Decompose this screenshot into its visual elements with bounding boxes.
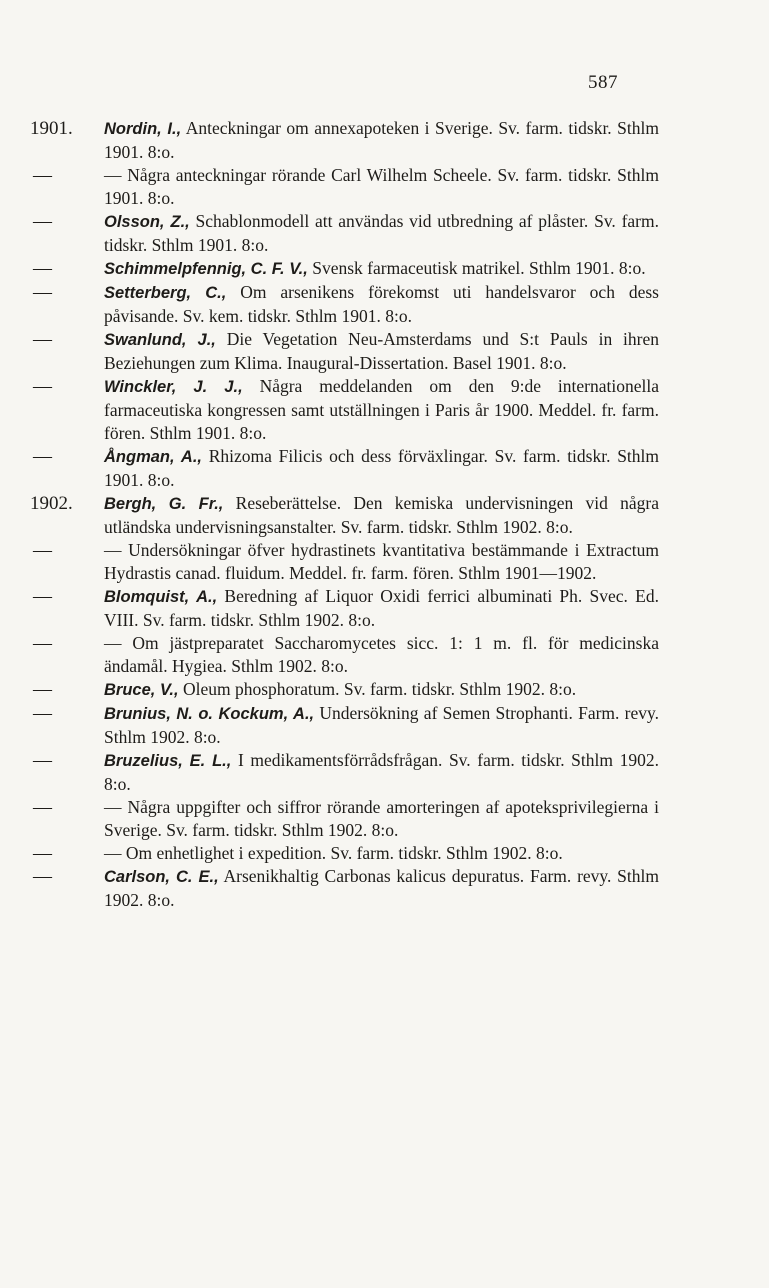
entry bbox=[0, 492, 769, 539]
entry-author: Winckler, J. J., bbox=[104, 378, 243, 396]
entry bbox=[0, 117, 769, 164]
entry-year: — bbox=[33, 165, 52, 186]
entry-author-ditto: — bbox=[104, 165, 122, 185]
entry-year: — bbox=[33, 703, 52, 724]
entry-author: Ångman, A., bbox=[104, 448, 202, 466]
entry bbox=[0, 842, 769, 865]
entry-year: — bbox=[33, 258, 52, 279]
entry-title: Reseberättelse. Den kemiska undervisningen vid några utländska undervisningsanstalter. Sv. farm. tidskr. Sthlm 1902. 8:o. bbox=[104, 493, 660, 537]
entry-year: — bbox=[33, 586, 52, 607]
entry-title: Några meddelanden om den 9:de internationella farmaceutiska kongressen samt utställningen i Paris år 1900. Meddel. fr. farm. fören. Sthlm 1901. 8:o. bbox=[104, 376, 660, 443]
entry-author: Blomquist, A., bbox=[104, 588, 218, 606]
entry bbox=[0, 210, 769, 257]
entry-author: Bruce, V., bbox=[104, 681, 179, 699]
entry-title: Om enhetlighet i expedition. Sv. farm. tidskr. Sthlm 1902. 8:o. bbox=[121, 843, 563, 863]
entry-title: Om jästpreparatet Saccharomycetes sicc. 1: 1 m. fl. för medicinska ändamål. Hygiea. Sthlm 1902. 8:o. bbox=[104, 633, 659, 676]
entry-title: Die Vegetation Neu-Amsterdams und S:t Pauls in ihren Beziehungen zum Klima. Inaugural-Dissertation. Basel 1901. 8:o. bbox=[104, 329, 659, 373]
entry-author: Carlson, C. E., bbox=[104, 868, 219, 886]
entry-author: Olsson, Z., bbox=[104, 213, 190, 231]
entry-year: — bbox=[33, 866, 52, 887]
page-number: 587 bbox=[588, 72, 618, 93]
entry bbox=[0, 702, 769, 749]
entry-year: — bbox=[33, 797, 52, 818]
entry-title: Arsenikhaltig Carbonas kalicus depuratus. Farm. revy. Sthlm 1902. 8:o. bbox=[104, 866, 660, 910]
entry bbox=[0, 539, 769, 585]
entry-year: 1902. bbox=[30, 493, 73, 514]
entry-year: — bbox=[33, 329, 52, 350]
entry-author: Nordin, I., bbox=[104, 120, 182, 138]
entry-title: Några anteckningar rörande Carl Wilhelm Scheele. Sv. farm. tidskr. Sthlm 1901. 8:o. bbox=[104, 165, 659, 208]
entry bbox=[0, 375, 769, 445]
entry bbox=[0, 585, 769, 632]
entry-author: Bruzelius, E. L., bbox=[104, 752, 232, 770]
entry-year: — bbox=[33, 633, 52, 654]
entry-year: — bbox=[33, 376, 52, 397]
entry-title: I medikamentsförrådsfrågan. Sv. farm. tidskr. Sthlm 1902. 8:o. bbox=[104, 750, 659, 794]
entry-author: Bergh, G. Fr., bbox=[104, 495, 224, 513]
entry-author-ditto: — bbox=[104, 843, 122, 863]
entry-year: — bbox=[33, 750, 52, 771]
entry bbox=[0, 632, 769, 678]
entry-title: Undersökningar öfver hydrastinets kvantitativa bestämmande i Extractum Hydrastis canad. fluidum. Meddel. fr. farm. fören. Sthlm 1901—1902. bbox=[104, 540, 659, 583]
entry-year: 1901. bbox=[30, 118, 73, 139]
bibliography-list bbox=[0, 117, 769, 912]
entry bbox=[0, 328, 769, 375]
entry-year: — bbox=[33, 679, 52, 700]
entry-year: — bbox=[33, 282, 52, 303]
entry-year: — bbox=[33, 446, 52, 467]
entry-title: Schablonmodell att användas vid utbredning af plåster. Sv. farm. tidskr. Sthlm 1901. 8:o. bbox=[104, 211, 659, 255]
entry-year: — bbox=[33, 211, 52, 232]
entry-author: Setterberg, C., bbox=[104, 284, 227, 302]
entry bbox=[0, 281, 769, 328]
entry-title: Undersökning af Semen Strophanti. Farm. revy. Sthlm 1902. 8:o. bbox=[104, 703, 659, 747]
entry-author: Swanlund, J., bbox=[104, 331, 216, 349]
entry-title: Om arsenikens förekomst uti handelsvaror och dess påvisande. Sv. kem. tidskr. Sthlm 1901. 8:o. bbox=[104, 282, 659, 326]
entry bbox=[0, 445, 769, 492]
entry-title: Svensk farmaceutisk matrikel. Sthlm 1901. 8:o. bbox=[307, 258, 646, 278]
entry bbox=[0, 865, 769, 912]
entry bbox=[0, 678, 769, 702]
entry-author-ditto: — bbox=[104, 797, 122, 817]
entry-title: Anteckningar om annexapoteken i Sverige. Sv. farm. tidskr. Sthlm 1901. 8:o. bbox=[104, 118, 659, 162]
entry-year: — bbox=[33, 843, 52, 864]
entry bbox=[0, 796, 769, 842]
entry-author: Schimmelpfennig, C. F. V., bbox=[104, 260, 308, 278]
entry-author-ditto: — bbox=[104, 633, 122, 653]
entry bbox=[0, 749, 769, 796]
entry-title: Rhizoma Filicis och dess förväxlingar. Sv. farm. tidskr. Sthlm 1901. 8:o. bbox=[104, 446, 660, 490]
entry-author: Brunius, N. o. Kockum, A., bbox=[104, 705, 315, 723]
entry-title: Beredning af Liquor Oxidi ferrici albuminati Ph. Svec. Ed. VIII. Sv. farm. tidskr. Sthlm 1902. 8:o. bbox=[104, 586, 659, 630]
entry-author-ditto: — bbox=[104, 540, 122, 560]
entry bbox=[0, 164, 769, 210]
entry-year: — bbox=[33, 540, 52, 561]
entry-title: Oleum phosphoratum. Sv. farm. tidskr. Sthlm 1902. 8:o. bbox=[178, 679, 577, 699]
entry-title: Några uppgifter och siffror rörande amorteringen af apoteksprivilegierna i Sverige. Sv. farm. tidskr. Sthlm 1902. 8:o. bbox=[104, 797, 659, 840]
entry bbox=[0, 257, 769, 281]
